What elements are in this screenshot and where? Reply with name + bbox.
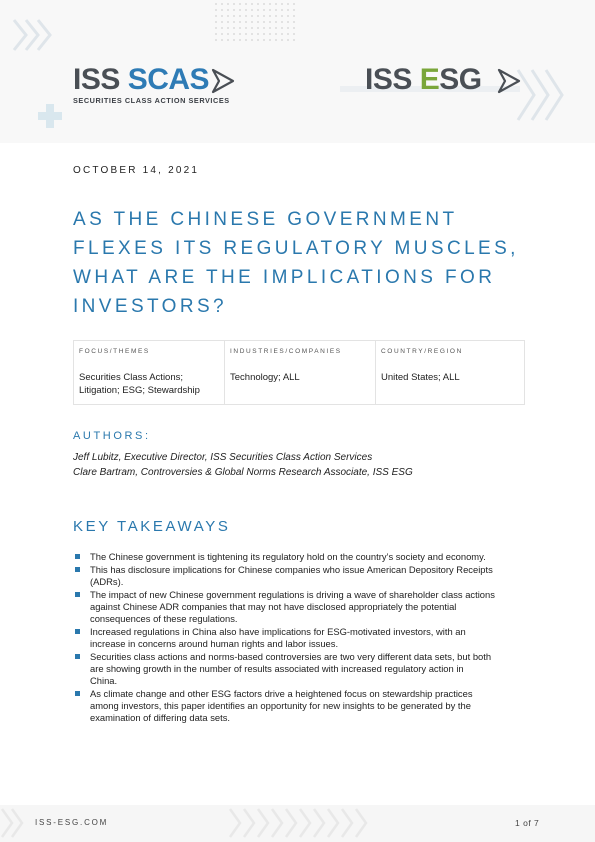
list-item-line: examination of differing data sets. — [90, 712, 231, 723]
list-item-line: consequences of these regulations. — [90, 613, 238, 624]
scas-arrow-icon — [211, 68, 235, 94]
bullet-square-icon — [75, 592, 80, 597]
bullet-square-icon — [75, 691, 80, 696]
list-item — [75, 551, 535, 563]
bullet-square-icon — [75, 654, 80, 659]
list-item-line: (ADRs). — [90, 576, 124, 587]
esg-arrow-icon — [497, 68, 521, 94]
list-item-line: China. — [90, 675, 118, 686]
industries-cell — [225, 341, 376, 404]
logo-scas-subtitle: SECURITIES CLASS ACTION SERVICES — [73, 96, 230, 105]
iss-scas-logo — [73, 65, 230, 105]
list-item-line: This has disclosure implications for Chinese companies who issue American Depository Receipts — [90, 564, 493, 575]
logo-esg-iss-text: ISS — [365, 63, 412, 96]
footer-website-link[interactable]: ISS-ESG.COM — [35, 818, 109, 827]
list-item — [75, 651, 535, 687]
metadata-table — [73, 340, 525, 405]
iss-esg-logo — [365, 65, 482, 95]
focus-themes-line: Securities Class Actions; — [79, 372, 184, 383]
focus-themes-cell — [74, 341, 225, 404]
list-item-line: against Chinese ADR companies that may not have disclosed appropriately the potential — [90, 601, 457, 612]
focus-themes-value — [79, 371, 200, 397]
chevron-decoration-footer-left — [2, 809, 22, 837]
dot-grid-decoration — [215, 3, 295, 41]
list-item-line: The Chinese government is tightening its regulatory hold on the country’s society and economy. — [90, 551, 486, 562]
list-item-line: are showing growth in the number of results associated with increased regulatory action in — [90, 663, 464, 674]
title-line: FLEXES ITS REGULATORY MUSCLES, — [73, 238, 519, 259]
list-item — [75, 589, 535, 625]
list-item-line: Securities class actions and norms-based controversies are two very different data sets, but both — [90, 651, 492, 662]
bullet-square-icon — [75, 629, 80, 634]
list-item-line: increase in concerns around human rights and labor issues. — [90, 638, 339, 649]
list-item-line: among investors, this paper identifies an opportunity for new insights to be generated by the — [90, 700, 471, 711]
list-item — [75, 626, 535, 650]
list-item — [75, 688, 535, 724]
document-title — [73, 205, 543, 321]
logo-esg-sg-text: SG — [439, 63, 482, 96]
chevron-decoration-footer-center — [230, 809, 366, 837]
authors-heading: AUTHORS: — [73, 430, 151, 442]
title-line: INVESTORS? — [73, 296, 228, 317]
focus-themes-line: Litigation; ESG; Stewardship — [79, 385, 200, 396]
country-label: COUNTRY/REGION — [381, 348, 463, 355]
bullet-square-icon — [75, 567, 80, 572]
title-line: WHAT ARE THE IMPLICATIONS FOR — [73, 267, 496, 288]
key-takeaways-list — [75, 551, 535, 725]
publication-date: OCTOBER 14, 2021 — [73, 165, 200, 176]
industries-value: Technology; ALL — [230, 372, 300, 383]
key-takeaways-heading: KEY TAKEAWAYS — [73, 518, 231, 535]
logo-scas-scas-text: SCAS — [127, 63, 210, 96]
list-item-line: As climate change and other ESG factors drive a heightened focus on stewardship practices — [90, 688, 473, 699]
focus-themes-label: FOCUS/THEMES — [79, 348, 150, 355]
author-line: Jeff Lubitz, Executive Director, ISS Securities Class Action Services — [73, 452, 373, 463]
chevron-decoration-left — [14, 20, 50, 50]
list-item — [75, 564, 535, 588]
country-value: United States; ALL — [381, 372, 460, 383]
industries-label: INDUSTRIES/COMPANIES — [230, 348, 342, 355]
bullet-square-icon — [75, 554, 80, 559]
list-item-line: The impact of new Chinese government regulations is driving a wave of shareholder class actions — [90, 589, 495, 600]
plus-decoration — [38, 104, 62, 128]
logo-scas-iss-text: ISS — [73, 63, 120, 96]
author-line: Clare Bartram, Controversies & Global Norms Research Associate, ISS ESG — [73, 467, 413, 478]
logo-esg-e-text: E — [419, 63, 440, 96]
title-line: AS THE CHINESE GOVERNMENT — [73, 209, 458, 230]
chevron-decoration-right — [518, 70, 562, 120]
country-cell — [376, 341, 524, 404]
list-item-line: Increased regulations in China also have implications for ESG-motivated investors, with an — [90, 626, 466, 637]
page-number: 1 of 7 — [515, 818, 540, 828]
